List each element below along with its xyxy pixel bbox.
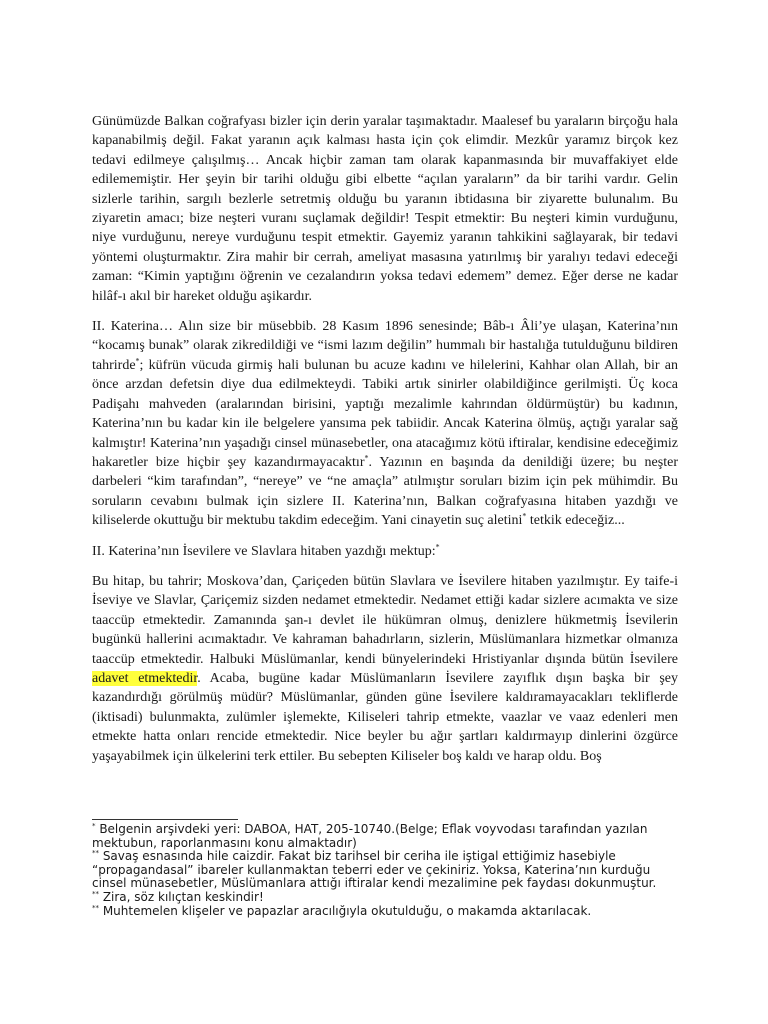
footnote-ref-2[interactable]: *	[364, 453, 369, 463]
footnote-mark: **	[92, 889, 99, 898]
footnote-3	[92, 891, 682, 905]
highlighted-text: adavet etmektedir	[92, 670, 198, 686]
footnote-text: Savaş esnasında hile caizdir. Fakat biz tarihsel bir ceriha ile iştigal ettiğimiz hasebiyle “propagandasal” ibareler kullanmaktan teberri eder ve çekiniriz. Yoksa, Katerina’nın kurduğu cinsel münasebetler, Müslümanlara attığı iftiralar kendi mezalimine pek faydası dokunmuştur.	[92, 849, 657, 891]
footnote-2	[92, 850, 682, 891]
paragraph-letter	[92, 572, 678, 766]
text-run: II. Katerina… Alın size bir müsebbib. 28 Kasım 1896 senesinde; Bâb-ı Âli’ye ulaşan, Katerina’nın “kocamış bunak” olarak zikredildiği ve “ismi lazım değilin” hummalı bir hastalığa tutulduğunu bildiren tahrirde	[92, 319, 678, 373]
footnote-mark: **	[92, 849, 99, 858]
text-run: ; küfrün vücuda girmiş hali bulunan bu acuze kadını ve hilelerini, Kahhar olan Allah, bir an önce arzdan defetsin diye dua edilmekteydi. Tabiki artık sinirler olabildiğince gerilmişti. Üç koca Padişahı mahveden (aralarından birisini, yaptığı mezalimle kahrından öldürmüştür) bu kadının, Katerina’nın bu kadar kin ile belgelere yansıma pek tabiidir. Ancak Katerina ölmüş, açtığı yaralar sağ kalmıştır! Katerina’nın yaşadığı cinsel münasebetler, ona atacağımız kötü iftiralar, kendisine edeceğimiz hakaretler bize hiçbir şey kazandırmayacaktır	[92, 357, 678, 470]
footnote-4	[92, 905, 682, 919]
paragraph-intro: Günümüzde Balkan coğrafyası bizler için derin yaralar taşımaktadır. Maalesef bu yaraların birçoğu hala kapanabilmiş değil. Fakat yaranın açık kalması hasta için çok elimdir. Mezkûr yaramız birçok kez tedavi edilmeye çalışılmış… Ancak hiçbir zaman tam olarak kapanmasında bir muvaffakiyet elde edilememiştir. Her şeyin bir tarihi olduğu gibi elbette “açılan yaraların” da bir tarihi vardır. Gelin sizlerle tarihin, sargılı bezlerle setretmiş olduğu bu yaranın ibtidasına bir ziyarette bulunalım. Bu ziyaretin amacı; bize neşteri vuranı suçlamak değildir! Tespit etmektir: Bu neşteri kimin vurduğunu, niye vurduğunu, nereye vurduğunu tespit etmektir. Gayemiz yaranın tahkikini sağlayarak, bir tedavi yöntemi oluşturmaktır. Zira mahir bir cerrah, ameliyat masasına yatırılmış bir yaralıyı tedavi edeceği zaman: “Kimin yaptığını öğrenin ve cezalandırın yoksa tedavi edemem” demez. Eğer derse ne kadar hilâf-ı akıl bir hareket olduğu aşikardır.	[92, 114, 678, 304]
text-run: . Yazının en başında da denildiği üzere; bu neşter darbeleri “kim tarafından”, “nereye” ve “ne amaçla” atılmıştır soruları bizim için pek mühimdir. Bu soruların cevabını bulmak için sizlere II. Katerina’nın, Balkan coğrafyasına hitaben yazdığı ve kiliselerde okuttuğu bir mektubu takdim edeceğim. Yani cinayetin suç aletini	[92, 454, 678, 529]
footnote-separator	[92, 819, 238, 820]
footnote-1	[92, 823, 682, 850]
footnote-mark: **	[92, 903, 99, 912]
text-run: Bu hitap, bu tahrir; Moskova’dan, Çariçeden bütün Slavlara ve İsevilere hitaben yazılmıştır. Ey taife-i İseviye ve Slavlar, Çariçemiz sizden nedamet etmektedir. Nedamet ettiği kadar sizlere acımakta ve size taaccüp etmektedir. Zamanında şan-ı devlet ile hükümran olmuş, denizlere hükmetmiş İsevilerin bugünkü hallerini acımaktadır. Ve kahraman bahadırların, sizlerin, Müslümanlara hizmetkar olmanıza taaccüp etmektedir. Halbuki Müslümanlar, kendi bünyelerindeki Hristiyanlar dışında bütün İsevilere	[92, 573, 678, 667]
footnotes	[92, 823, 682, 918]
footnote-mark: *	[92, 822, 96, 830]
footnote-text: Muhtemelen klişeler ve papazlar aracılığıyla okutulduğu, o makamda aktarılacak.	[99, 903, 592, 918]
footnote-text: Zira, söz kılıçtan keskindir!	[99, 889, 264, 904]
footnote-ref-1[interactable]: *	[135, 356, 140, 366]
text-run: . Acaba, bugüne kadar Müslümanların İsevilere zayıflık dışın başka bir şey kazandırdığı görülmüş müdür? Müslümanlar, günden güne İsevilere kaldıramayacakları tekliflerde (iktisadi) bulunmakta, zulümler işlemekte, Kiliseleri tahrip etmekte, vaazlar ve vaaz edenleri men etmekte hatta onları rencide etmektedir. Nice beyler bu ağır şartları kaldırmayıp dinlerini özgürce yaşayabilmek için ülkelerini terk ettiler. Bu sebepten Kiliseler boş kaldı ve harap oldu. Boş	[92, 670, 678, 764]
document-body	[92, 112, 678, 777]
footnote-text: Belgenin arşivdeki yeri: DABOA, HAT, 205-10740.(Belge; Eflak voyvodası tarafından yazılan mektubun, raporlanmasını konu almaktadır)	[92, 822, 648, 850]
text-run: tetkik edeceğiz...	[526, 513, 625, 529]
text-run: II. Katerina’nın İsevilere ve Slavlara hitaben yazdığı mektup:	[92, 543, 436, 559]
letter-heading	[92, 542, 678, 561]
footnote-ref-4[interactable]: *	[435, 541, 440, 551]
paragraph-katerina	[92, 317, 678, 530]
footnote-ref-3[interactable]: *	[522, 511, 527, 521]
